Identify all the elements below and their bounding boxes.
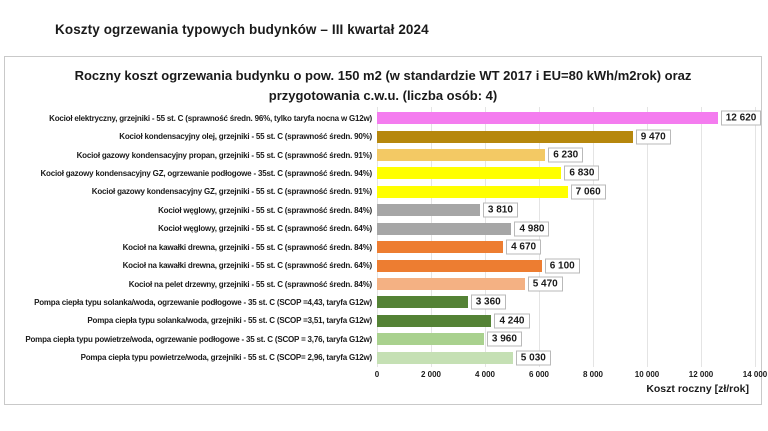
bar-category-label-text: Kocioł na pelet drzewny, grzejniki - 55 st. C (sprawność średn. 84%)	[128, 279, 372, 289]
bar	[377, 315, 491, 327]
chart-row	[5, 238, 755, 256]
bar-category-label	[5, 132, 377, 141]
bar-category-label-text: Kocioł węglowy, grzejniki - 55 st. C (sprawność średn. 84%)	[158, 205, 372, 215]
bar-category-label	[5, 335, 377, 344]
bar-area	[377, 238, 755, 256]
chart-title	[5, 66, 761, 106]
bar-value-label: 12 620	[721, 111, 762, 126]
chart-row	[5, 293, 755, 311]
x-axis-tick: 4 000	[474, 370, 496, 379]
chart-row	[5, 330, 755, 348]
bar	[377, 131, 633, 143]
page-title: Koszty ogrzewania typowych budynków – III kwartał 2024	[55, 22, 429, 37]
bar-value-label: 7 060	[571, 184, 606, 199]
x-axis-tick: 0	[374, 370, 380, 379]
bar-category-label	[5, 243, 377, 252]
bar-area	[377, 293, 755, 311]
bar	[377, 352, 513, 364]
bar-category-label	[5, 224, 377, 233]
bar	[377, 112, 718, 124]
bar-category-label	[5, 206, 377, 215]
chart-row	[5, 348, 755, 366]
bar-category-label	[5, 114, 377, 123]
x-axis-tick: 6 000	[528, 370, 550, 379]
bar-category-label	[5, 261, 377, 270]
chart-row	[5, 275, 755, 293]
chart-row	[5, 312, 755, 330]
bar	[377, 296, 468, 308]
bar-area	[377, 275, 755, 293]
bar-area	[377, 256, 755, 274]
x-axis-tick: 8 000	[582, 370, 604, 379]
x-axis-tick: 2 000	[420, 370, 442, 379]
bar-area	[377, 348, 755, 366]
chart-row	[5, 109, 755, 127]
bar-category-label	[5, 169, 377, 178]
bar-category-label-text: Pompa ciepła typu solanka/woda, grzejniki - 55 st. C (SCOP =3,51, taryfa G12w)	[87, 316, 372, 326]
bar-rows	[5, 109, 755, 367]
x-axis-title: Koszt roczny [zł/rok]	[646, 383, 749, 395]
bar-area	[377, 201, 755, 219]
chart-row	[5, 183, 755, 201]
bar-category-label-text: Pompa ciepła typu solanka/woda, ogrzewanie podłogowe - 35 st. C (SCOP =4,43, taryfa G12w)	[34, 297, 372, 307]
bar	[377, 186, 568, 198]
bar-value-label: 4 980	[514, 221, 549, 236]
bar-area	[377, 127, 755, 145]
bar-area	[377, 312, 755, 330]
x-axis-tick: 14 000	[742, 370, 768, 379]
bar-value-label: 9 470	[636, 129, 671, 144]
bar-category-label-text: Kocioł na kawałki drewna, grzejniki - 55 st. C (sprawność średn. 84%)	[122, 242, 372, 252]
bar	[377, 333, 484, 345]
bar-value-label: 3 360	[471, 295, 506, 310]
chart-row	[5, 127, 755, 145]
bar-category-label-text: Kocioł gazowy kondensacyjny propan, grzejniki - 55 st. C (sprawność średn. 91%)	[76, 150, 372, 160]
bar-category-label-text: Pompa ciepła typu powietrze/woda, ogrzewanie podłogowe - 35 st. C (SCOP = 3,76, taryfa G12w)	[25, 334, 372, 344]
bar-category-label	[5, 280, 377, 289]
bar-area	[377, 183, 755, 201]
bar-value-label: 6 230	[548, 148, 583, 163]
bar-area	[377, 109, 755, 127]
chart-row	[5, 220, 755, 238]
chart-row	[5, 201, 755, 219]
bar-category-label	[5, 316, 377, 325]
bar-area	[377, 330, 755, 348]
bar	[377, 260, 542, 272]
bar	[377, 149, 545, 161]
bar-category-label-text: Kocioł elektryczny, grzejniki - 55 st. C (sprawność średn. 96%, tylko taryfa nocna w G12w)	[49, 113, 372, 123]
bar-category-label	[5, 187, 377, 196]
bar-value-label: 6 100	[545, 258, 580, 273]
bar-category-label	[5, 353, 377, 362]
bar-category-label-text: Kocioł gazowy kondensacyjny GZ, ogrzewanie podłogowe - 35st. C (sprawność średn. 94%)	[40, 168, 372, 178]
chart-row	[5, 256, 755, 274]
bar-value-label: 3 810	[483, 203, 518, 218]
bar	[377, 223, 511, 235]
bar-category-label-text: Kocioł węglowy, grzejniki - 55 st. C (sprawność średn. 64%)	[158, 224, 372, 234]
chart-row	[5, 146, 755, 164]
bar-category-label	[5, 151, 377, 160]
bar-category-label	[5, 298, 377, 307]
bar	[377, 278, 525, 290]
x-axis-tick: 10 000	[634, 370, 660, 379]
bar-category-label-text: Kocioł kondensacyjny olej, grzejniki - 55 st. C (sprawność średn. 90%)	[119, 132, 372, 142]
x-axis-tick: 12 000	[688, 370, 714, 379]
bar-value-label: 5 470	[528, 277, 563, 292]
chart-row	[5, 164, 755, 182]
bar-area	[377, 146, 755, 164]
bar	[377, 204, 480, 216]
bar-value-label: 4 670	[506, 240, 541, 255]
gridline	[755, 107, 756, 367]
bar-value-label: 3 960	[487, 332, 522, 347]
bar	[377, 241, 503, 253]
chart-container	[4, 56, 768, 405]
bar-area	[377, 164, 755, 182]
chart-title-line-1: Roczny koszt ogrzewania budynku o pow. 150 m2 (w standardzie WT 2017 i EU=80 kWh/m2rok) oraz	[74, 68, 692, 83]
bar-category-label-text: Pompa ciepła typu powietrze/woda, grzejniki - 55 st. C (SCOP= 2,96, taryfa G12w)	[80, 353, 372, 363]
chart-title-line-2: przygotowania c.w.u. (liczba osób: 4)	[268, 88, 498, 103]
bar-area	[377, 220, 755, 238]
bar-category-label-text: Kocioł na kawałki drewna, grzejniki - 55 st. C (sprawność średn. 64%)	[122, 261, 372, 271]
bar-value-label: 6 830	[564, 166, 599, 181]
bar	[377, 167, 561, 179]
x-axis	[374, 370, 768, 382]
bar-value-label: 5 030	[516, 350, 551, 365]
bar-category-label-text: Kocioł gazowy kondensacyjny GZ, grzejniki - 55 st. C (sprawność średn. 91%)	[91, 187, 372, 197]
bar-value-label: 4 240	[494, 313, 529, 328]
